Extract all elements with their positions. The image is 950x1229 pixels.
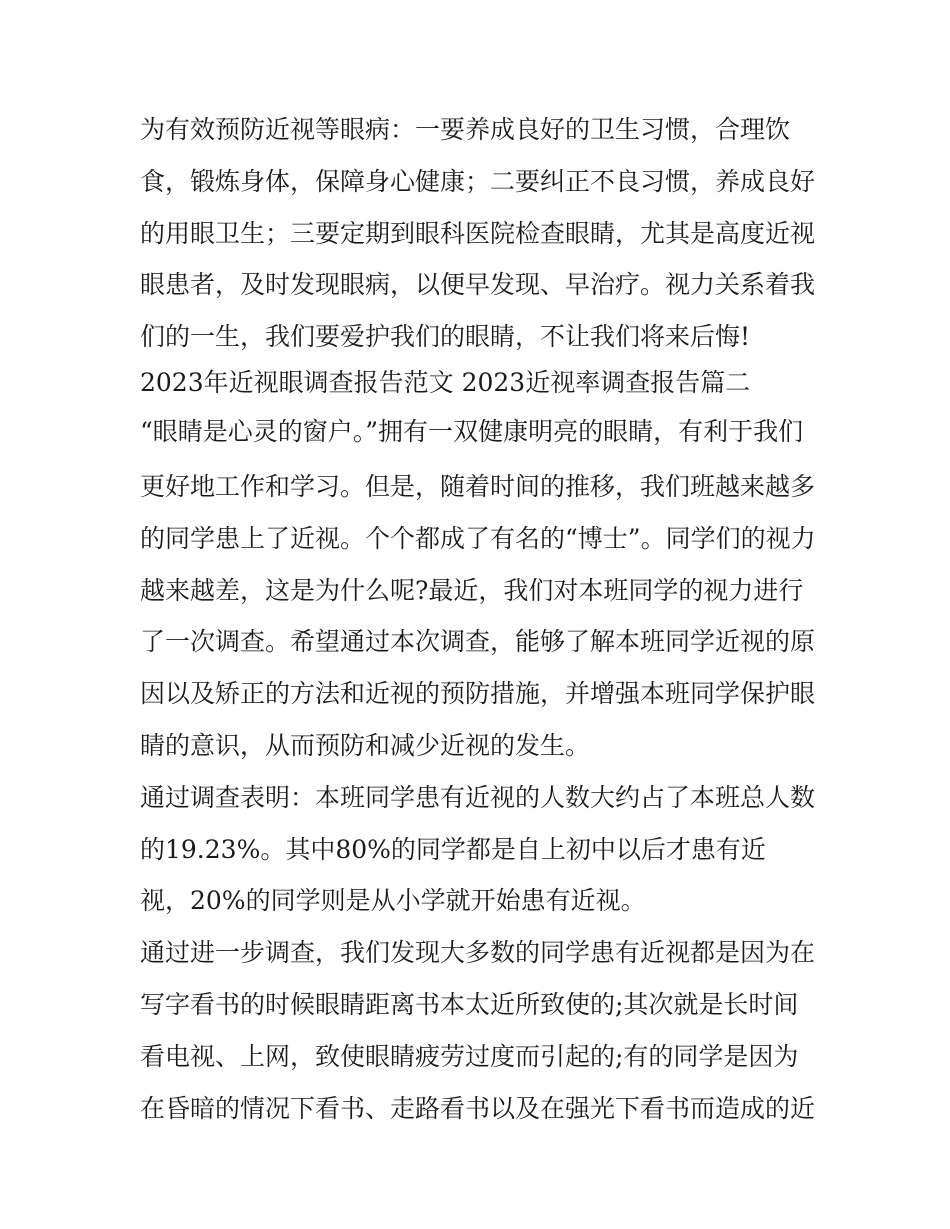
- text-line: 的19.23%。其中80%的同学都是自上初中以后才患有近: [140, 834, 766, 864]
- text-line: 了一次调查。希望通过本次调查，能够了解本班同学近视的原: [140, 627, 816, 657]
- text-line: 的用眼卫生；三要定期到眼科医院检查眼睛，尤其是高度近视: [140, 218, 816, 248]
- text-line: 越来越差，这是为什么呢?最近，我们对本班同学的视力进行: [140, 575, 804, 605]
- text-line: 通过调查表明：本班同学患有近视的人数大约占了本班总人数: [140, 782, 816, 812]
- text-line: 们的一生，我们要爱护我们的眼睛，不让我们将来后悔!: [140, 322, 751, 352]
- text-line: 食，锻炼身体，保障身心健康；二要纠正不良习惯，养成良好: [140, 166, 816, 196]
- text-line: 为有效预防近视等眼病：一要养成良好的卫生习惯，合理饮: [140, 115, 791, 144]
- section-heading: 2023年近视眼调查报告范文 2023近视率调查报告篇二: [140, 367, 751, 397]
- text-line: 睛的意识，从而预防和减少近视的发生。: [140, 730, 591, 760]
- text-line: 视，20%的同学则是从小学就开始患有近视。: [140, 886, 646, 916]
- text-line: 看电视、上网，致使眼睛疲劳过度而引起的;有的同学是因为: [140, 1041, 799, 1071]
- text-line: 更好地工作和学习。但是，随着时间的推移，我们班越来越多: [140, 471, 816, 501]
- text-line: “眼睛是心灵的窗户。”拥有一双健康明亮的眼睛，有利于我们: [140, 416, 804, 446]
- text-line: 因以及矫正的方法和近视的预防措施，并增强本班同学保护眼: [140, 679, 816, 709]
- text-line: 眼患者，及时发现眼病，以便早发现、早治疗。视力关系着我: [140, 270, 816, 300]
- text-line: 写字看书的时候眼睛距离书本太近所致使的;其次就是长时间: [140, 989, 799, 1019]
- text-line: 的同学患上了近视。个个都成了有名的“博士”。同学们的视力: [140, 523, 816, 553]
- text-line: 通过进一步调查，我们发现大多数的同学患有近视都是因为在: [140, 938, 816, 968]
- text-line: 在昏暗的情况下看书、走路看书以及在强光下看书而造成的近: [140, 1093, 816, 1123]
- document-body: [140, 104, 820, 1134]
